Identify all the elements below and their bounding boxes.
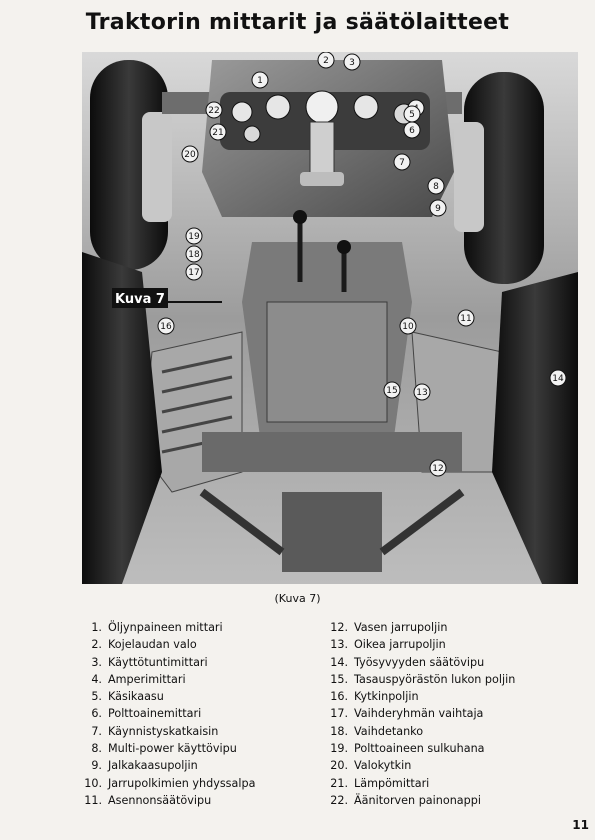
legend-number: 20. bbox=[330, 759, 348, 773]
legend-label: Öljynpaineen mittari bbox=[108, 621, 223, 634]
legend-item bbox=[328, 671, 588, 688]
legend-number: 12. bbox=[330, 621, 348, 634]
svg-text:15: 15 bbox=[386, 386, 398, 396]
kuva-tag: Kuva 7 bbox=[115, 292, 165, 307]
legend-label: Polttoainemittari bbox=[108, 707, 202, 721]
legend-item bbox=[84, 671, 324, 688]
legend-right bbox=[328, 619, 588, 809]
legend-item bbox=[84, 740, 324, 757]
legend-item bbox=[328, 619, 588, 636]
svg-text:3: 3 bbox=[349, 58, 355, 68]
svg-text:9: 9 bbox=[435, 204, 441, 214]
legend-label: Polttoaineen sulkuhana bbox=[354, 742, 485, 756]
svg-text:13: 13 bbox=[416, 388, 428, 398]
svg-text:20: 20 bbox=[184, 150, 196, 160]
legend-label: Kojelaudan valo bbox=[108, 638, 197, 652]
legend-number: 13. bbox=[330, 638, 348, 652]
callout-16 bbox=[158, 318, 174, 334]
legend-label: Äänitorven painonappi bbox=[354, 793, 481, 807]
legend-label: Lämpömittari bbox=[354, 776, 430, 790]
callout-7 bbox=[394, 154, 410, 170]
callout-1 bbox=[252, 72, 268, 88]
legend-item bbox=[328, 740, 588, 757]
legend-number: 22. bbox=[330, 793, 348, 807]
callout-3 bbox=[344, 54, 360, 70]
page-title: Traktorin mittarit ja säätölaitteet bbox=[85, 10, 510, 35]
legend-number: 19. bbox=[330, 742, 348, 756]
legend-item bbox=[328, 705, 588, 722]
tractor-photo bbox=[82, 52, 578, 584]
legend-label: Jarrupolkimien yhdyssalpa bbox=[108, 776, 256, 790]
legend-item bbox=[328, 792, 588, 809]
legend-item bbox=[84, 705, 324, 722]
legend-item bbox=[328, 654, 588, 671]
svg-text:21: 21 bbox=[212, 128, 224, 138]
legend-label: Valokytkin bbox=[354, 759, 412, 773]
legend-label: Oikea jarrupoljin bbox=[354, 638, 446, 652]
callout-11 bbox=[458, 310, 474, 326]
legend-number: 11. bbox=[84, 793, 102, 807]
callout-17 bbox=[186, 264, 202, 280]
legend-number: 7. bbox=[91, 724, 102, 738]
legend-label: Käynnistyskatkaisin bbox=[108, 724, 219, 738]
legend-item bbox=[84, 619, 324, 636]
legend-label: Työsyvyyden säätövipu bbox=[354, 655, 485, 669]
callout-2 bbox=[318, 52, 334, 68]
legend-item bbox=[328, 723, 588, 740]
legend-number: 17. bbox=[330, 707, 348, 721]
legend-item bbox=[84, 688, 324, 705]
svg-text:8: 8 bbox=[433, 182, 439, 192]
legend-label: Käsikaasu bbox=[108, 690, 164, 704]
legend-item bbox=[84, 757, 324, 774]
legend-item bbox=[84, 723, 324, 740]
svg-text:14: 14 bbox=[552, 374, 564, 384]
legend-number: 15. bbox=[330, 672, 348, 686]
svg-text:12: 12 bbox=[432, 464, 444, 474]
svg-text:7: 7 bbox=[399, 158, 405, 168]
legend-item bbox=[328, 688, 588, 705]
legend-number: 9. bbox=[91, 759, 102, 773]
legend-item bbox=[328, 636, 588, 653]
svg-text:6: 6 bbox=[409, 126, 415, 136]
legend-number: 2. bbox=[91, 638, 102, 652]
legend-number: 16. bbox=[330, 690, 348, 704]
legend-number: 21. bbox=[330, 776, 348, 790]
callout-10 bbox=[400, 318, 416, 334]
svg-text:10: 10 bbox=[402, 322, 414, 332]
svg-text:5: 5 bbox=[409, 110, 415, 120]
legend-number: 3. bbox=[91, 655, 102, 669]
svg-text:16: 16 bbox=[160, 322, 172, 332]
legend-number: 5. bbox=[91, 690, 102, 704]
svg-text:18: 18 bbox=[188, 250, 200, 260]
svg-text:1: 1 bbox=[257, 76, 263, 86]
callout-15 bbox=[384, 382, 400, 398]
callout-8 bbox=[428, 178, 444, 194]
legend-number: 1. bbox=[91, 621, 102, 634]
legend-item bbox=[84, 636, 324, 653]
legend-label: Kytkinpoljin bbox=[354, 690, 419, 704]
legend-number: 6. bbox=[91, 707, 102, 721]
legend-number: 14. bbox=[330, 655, 348, 669]
legend-number: 8. bbox=[91, 742, 102, 756]
legend-label: Multi-power käyttövipu bbox=[108, 742, 237, 756]
callout-5 bbox=[404, 106, 420, 122]
legend-item bbox=[328, 757, 588, 774]
legend-label: Vaihdetanko bbox=[354, 724, 424, 738]
page-number: 11 bbox=[572, 818, 589, 832]
callout-12 bbox=[430, 460, 446, 476]
legend-label: Tasauspyörästön lukon poljin bbox=[354, 672, 516, 686]
legend-label: Vaihderyhmän vaihtaja bbox=[354, 707, 484, 721]
legend-item bbox=[84, 654, 324, 671]
svg-text:22: 22 bbox=[208, 106, 220, 116]
legend-number: 18. bbox=[330, 724, 348, 738]
callout-13 bbox=[414, 384, 430, 400]
figure-caption: (Kuva 7) bbox=[274, 592, 321, 605]
svg-text:19: 19 bbox=[188, 232, 200, 242]
svg-text:2: 2 bbox=[323, 56, 329, 66]
callout-22 bbox=[206, 102, 222, 118]
legend-label: Amperimittari bbox=[108, 672, 186, 686]
legend-label: Vasen jarrupoljin bbox=[354, 621, 448, 634]
callout-20 bbox=[182, 146, 198, 162]
legend-item bbox=[84, 792, 324, 809]
callout-21 bbox=[210, 124, 226, 140]
legend-label: Käyttötuntimittari bbox=[108, 655, 208, 669]
svg-text:11: 11 bbox=[460, 314, 472, 324]
legend-label: Asennonsäätövipu bbox=[108, 793, 212, 807]
svg-text:17: 17 bbox=[188, 268, 200, 278]
callout-6 bbox=[404, 122, 420, 138]
legend-label: Jalkakaasupoljin bbox=[108, 759, 198, 773]
callout-19 bbox=[186, 228, 202, 244]
callout-14 bbox=[550, 370, 566, 386]
legend-number: 4. bbox=[91, 672, 102, 686]
legend-left bbox=[84, 619, 324, 809]
legend-item bbox=[328, 775, 588, 792]
legend-number: 10. bbox=[84, 776, 102, 790]
legend-item bbox=[84, 775, 324, 792]
callout-9 bbox=[430, 200, 446, 216]
callout-18 bbox=[186, 246, 202, 262]
